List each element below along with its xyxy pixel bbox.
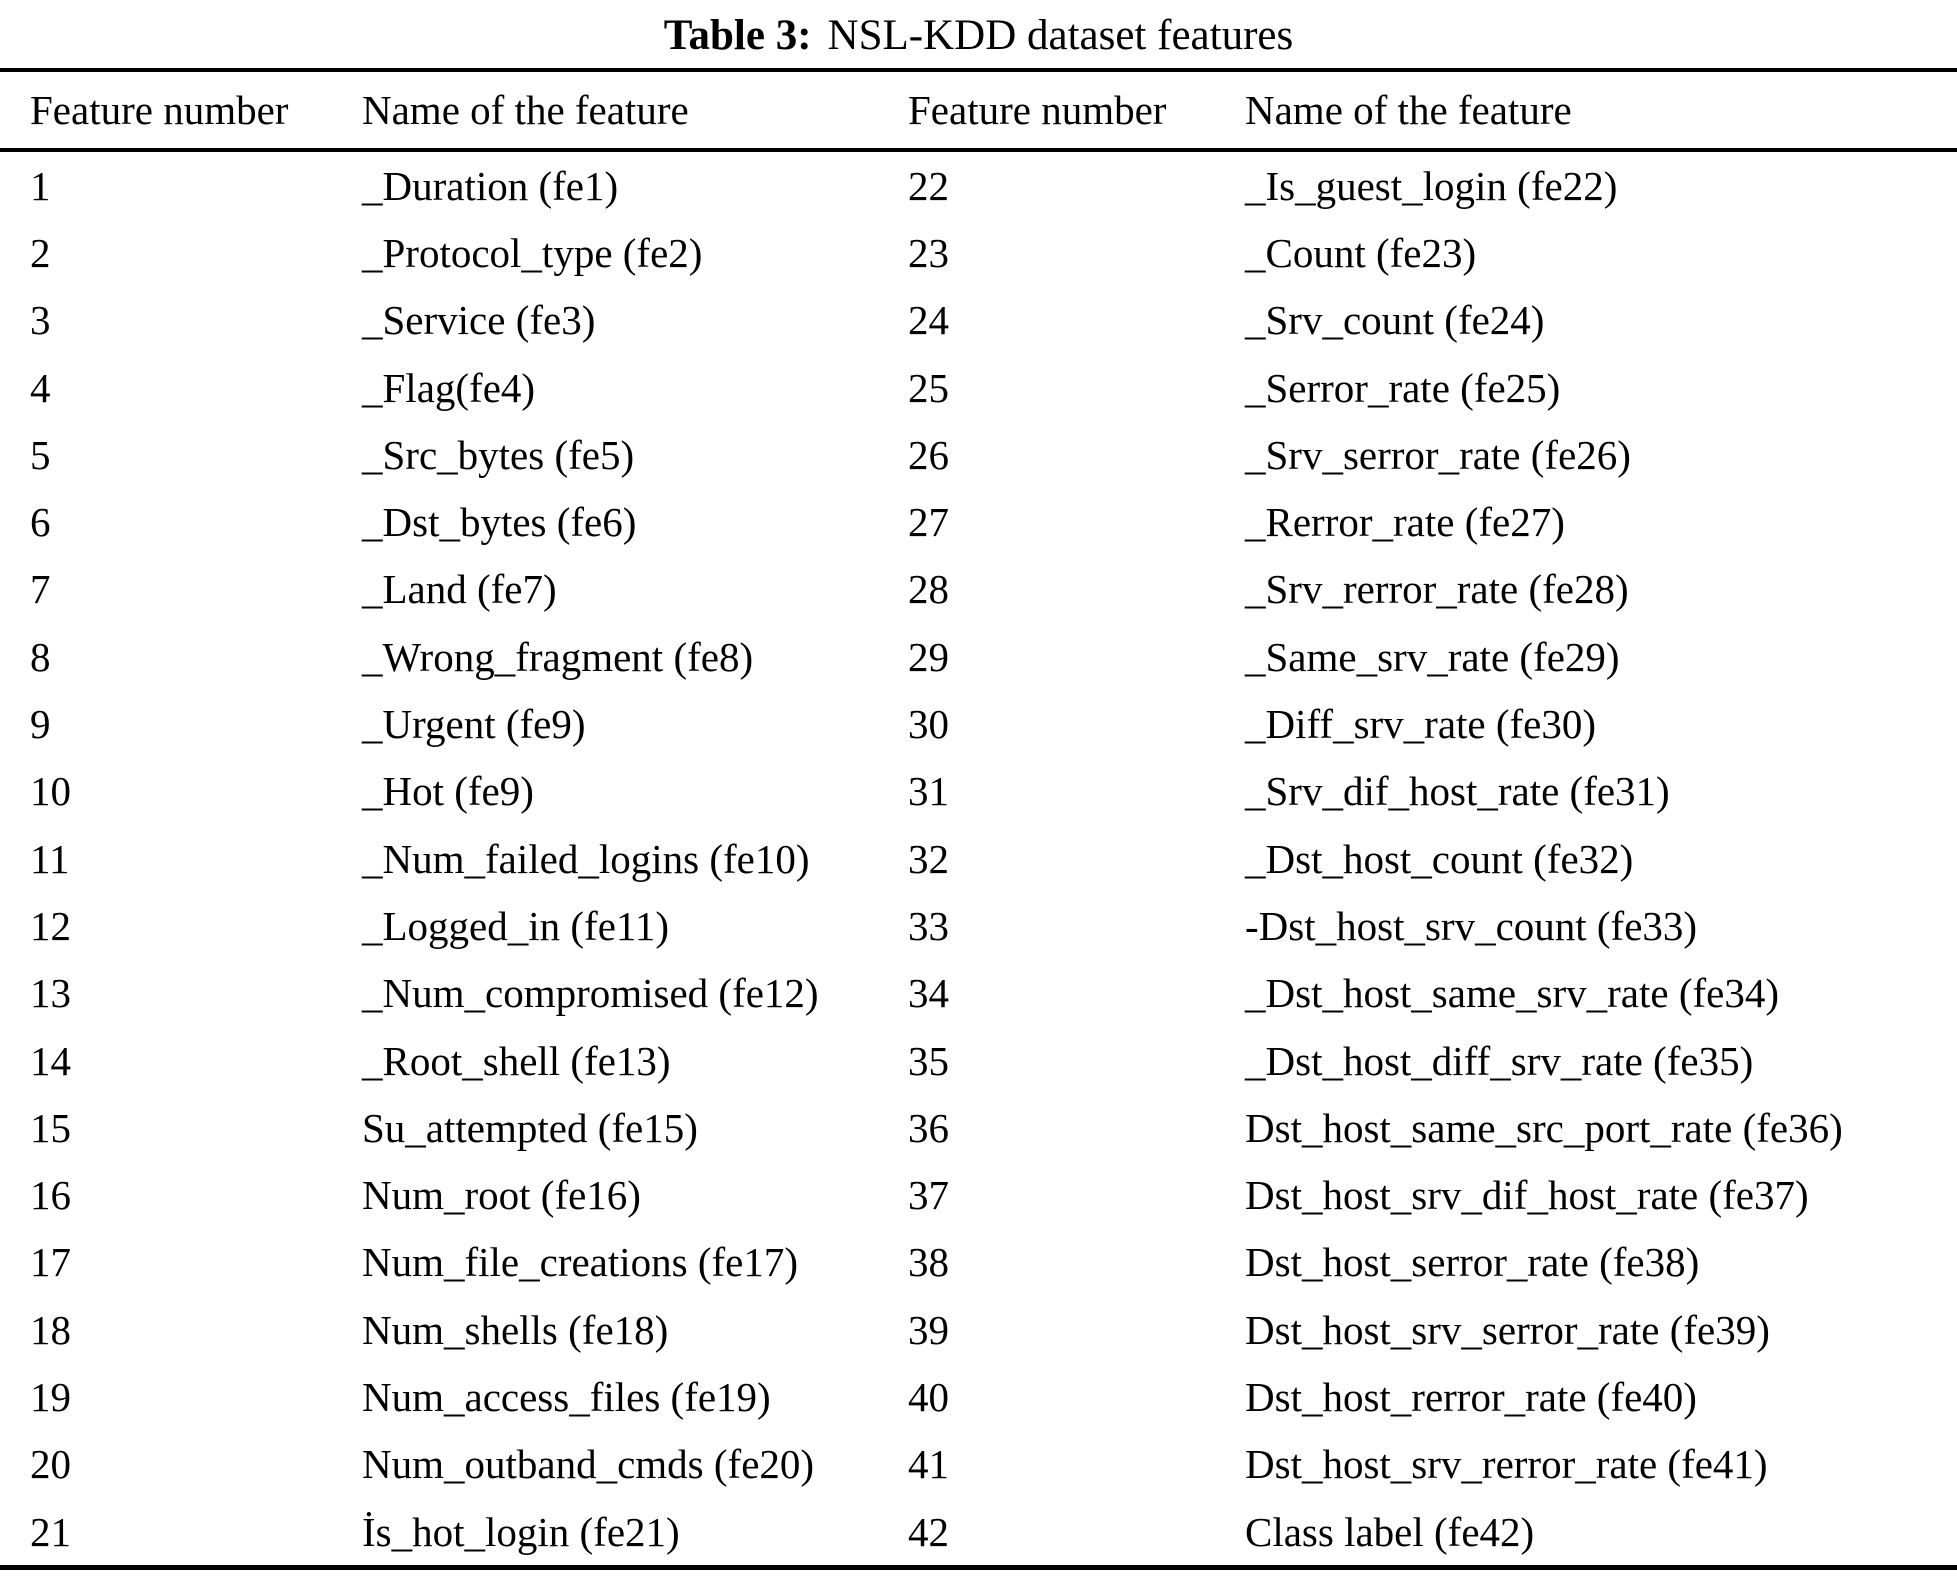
feature-name-cell: _Hot (fe9) xyxy=(362,768,534,815)
feature-number-cell: 36 xyxy=(908,1104,949,1151)
feature-number-cell: 39 xyxy=(908,1306,949,1353)
feature-number-cell: 12 xyxy=(30,902,71,949)
table-bottom-rule xyxy=(0,1565,1957,1570)
table-row xyxy=(0,1229,1957,1296)
feature-name-cell: _Srv_rerror_rate (fe28) xyxy=(1245,566,1629,613)
feature-number-cell: 2 xyxy=(30,229,51,276)
feature-number-cell: 6 xyxy=(30,499,51,546)
table-body xyxy=(0,152,1957,1565)
table-row xyxy=(0,960,1957,1027)
feature-number-cell: 16 xyxy=(30,1172,71,1219)
feature-name-cell: _Logged_in (fe11) xyxy=(362,902,670,949)
feature-name-cell: Dst_host_serror_rate (fe38) xyxy=(1245,1239,1700,1286)
feature-name-cell: Dst_host_srv_rerror_rate (fe41) xyxy=(1245,1441,1768,1488)
feature-name-cell: _Dst_host_diff_srv_rate (fe35) xyxy=(1245,1037,1754,1084)
feature-name-cell: _Serror_rate (fe25) xyxy=(1245,364,1561,411)
table-row xyxy=(0,892,1957,959)
feature-number-cell: 17 xyxy=(30,1239,71,1286)
feature-number-cell: 35 xyxy=(908,1037,949,1084)
feature-name-cell: _Num_compromised (fe12) xyxy=(362,970,819,1017)
feature-number-cell: 18 xyxy=(30,1306,71,1353)
feature-number-cell: 13 xyxy=(30,970,71,1017)
feature-name-cell: Dst_host_srv_dif_host_rate (fe37) xyxy=(1245,1172,1809,1219)
feature-number-cell: 20 xyxy=(30,1441,71,1488)
header-feature-name-right: Name of the feature xyxy=(1245,87,1572,133)
header-feature-number-left: Feature number xyxy=(30,87,289,133)
feature-number-cell: 28 xyxy=(908,566,949,613)
feature-number-cell: 3 xyxy=(30,297,51,344)
table-header-row xyxy=(0,72,1957,148)
feature-number-cell: 7 xyxy=(30,566,51,613)
feature-name-cell: Dst_host_rerror_rate (fe40) xyxy=(1245,1373,1697,1420)
feature-number-cell: 38 xyxy=(908,1239,949,1286)
feature-name-cell: _Protocol_type (fe2) xyxy=(362,229,703,276)
table-caption-text: NSL-KDD dataset features xyxy=(827,12,1294,59)
table-row xyxy=(0,690,1957,757)
table-row xyxy=(0,152,1957,219)
feature-number-cell: 22 xyxy=(908,162,949,209)
table-row xyxy=(0,1161,1957,1228)
feature-number-cell: 31 xyxy=(908,768,949,815)
header-feature-number-right: Feature number xyxy=(908,87,1167,133)
table-row xyxy=(0,1498,1957,1565)
table-caption-label: Table 3: xyxy=(663,12,812,59)
table-row xyxy=(0,1431,1957,1498)
feature-name-cell: Num_access_files (fe19) xyxy=(362,1373,771,1420)
feature-name-cell: _Service (fe3) xyxy=(362,297,596,344)
feature-name-cell: Su_attempted (fe15) xyxy=(362,1104,698,1151)
feature-name-cell: -Dst_host_srv_count (fe33) xyxy=(1245,902,1698,949)
feature-number-cell: 11 xyxy=(30,835,70,882)
table-row xyxy=(0,556,1957,623)
feature-number-cell: 32 xyxy=(908,835,949,882)
feature-name-cell: _Srv_dif_host_rate (fe31) xyxy=(1245,768,1670,815)
table-row xyxy=(0,1363,1957,1430)
feature-name-cell: Num_outband_cmds (fe20) xyxy=(362,1441,815,1488)
feature-name-cell: _Srv_count (fe24) xyxy=(1245,297,1545,344)
table-caption xyxy=(0,0,1957,68)
table-row xyxy=(0,1094,1957,1161)
feature-number-cell: 19 xyxy=(30,1373,71,1420)
feature-name-cell: Num_shells (fe18) xyxy=(362,1306,669,1353)
feature-number-cell: 41 xyxy=(908,1441,949,1488)
feature-name-cell: _Is_guest_login (fe22) xyxy=(1245,162,1618,209)
feature-number-cell: 10 xyxy=(30,768,71,815)
feature-name-cell: _Dst_bytes (fe6) xyxy=(362,499,637,546)
feature-number-cell: 27 xyxy=(908,499,949,546)
feature-number-cell: 25 xyxy=(908,364,949,411)
feature-number-cell: 4 xyxy=(30,364,51,411)
feature-name-cell: _Root_shell (fe13) xyxy=(362,1037,671,1084)
feature-number-cell: 15 xyxy=(30,1104,71,1151)
feature-number-cell: 40 xyxy=(908,1373,949,1420)
feature-number-cell: 5 xyxy=(30,431,51,478)
feature-number-cell: 14 xyxy=(30,1037,71,1084)
feature-name-cell: _Wrong_fragment (fe8) xyxy=(362,633,754,680)
feature-name-cell: _Duration (fe1) xyxy=(362,162,619,209)
feature-number-cell: 37 xyxy=(908,1172,949,1219)
feature-name-cell: _Rerror_rate (fe27) xyxy=(1245,499,1565,546)
feature-number-cell: 34 xyxy=(908,970,949,1017)
header-feature-name-left: Name of the feature xyxy=(362,87,689,133)
feature-number-cell: 23 xyxy=(908,229,949,276)
feature-number-cell: 24 xyxy=(908,297,949,344)
feature-number-cell: 1 xyxy=(30,162,51,209)
feature-name-cell: _Diff_srv_rate (fe30) xyxy=(1245,701,1597,748)
feature-name-cell: Num_file_creations (fe17) xyxy=(362,1239,799,1286)
table-row xyxy=(0,1027,1957,1094)
feature-name-cell: Num_root (fe16) xyxy=(362,1172,641,1219)
feature-name-cell: _Num_failed_logins (fe10) xyxy=(362,835,810,882)
feature-number-cell: 9 xyxy=(30,701,51,748)
feature-number-cell: 42 xyxy=(908,1508,949,1555)
feature-name-cell: _Count (fe23) xyxy=(1245,229,1477,276)
feature-name-cell: _Dst_host_same_srv_rate (fe34) xyxy=(1245,970,1780,1017)
table-row xyxy=(0,354,1957,421)
feature-name-cell: Class label (fe42) xyxy=(1245,1508,1535,1555)
table-row xyxy=(0,825,1957,892)
table-row xyxy=(0,421,1957,488)
feature-number-cell: 26 xyxy=(908,431,949,478)
feature-number-cell: 8 xyxy=(30,633,51,680)
feature-name-cell: İs_hot_login (fe21) xyxy=(362,1508,680,1555)
feature-name-cell: _Srv_serror_rate (fe26) xyxy=(1245,431,1631,478)
feature-name-cell: _Same_srv_rate (fe29) xyxy=(1245,633,1620,680)
table-row xyxy=(0,1296,1957,1363)
feature-name-cell: _Land (fe7) xyxy=(362,566,557,613)
table-row xyxy=(0,219,1957,286)
table-row xyxy=(0,488,1957,555)
table-row xyxy=(0,758,1957,825)
feature-name-cell: _Src_bytes (fe5) xyxy=(362,431,635,478)
feature-number-cell: 29 xyxy=(908,633,949,680)
table-row xyxy=(0,623,1957,690)
feature-name-cell: _Dst_host_count (fe32) xyxy=(1245,835,1634,882)
feature-name-cell: _Flag(fe4) xyxy=(362,364,536,411)
feature-name-cell: Dst_host_srv_serror_rate (fe39) xyxy=(1245,1306,1770,1353)
feature-number-cell: 21 xyxy=(30,1508,71,1555)
feature-name-cell: Dst_host_same_src_port_rate (fe36) xyxy=(1245,1104,1843,1151)
feature-number-cell: 30 xyxy=(908,701,949,748)
feature-number-cell: 33 xyxy=(908,902,949,949)
feature-name-cell: _Urgent (fe9) xyxy=(362,701,586,748)
table-row xyxy=(0,287,1957,354)
